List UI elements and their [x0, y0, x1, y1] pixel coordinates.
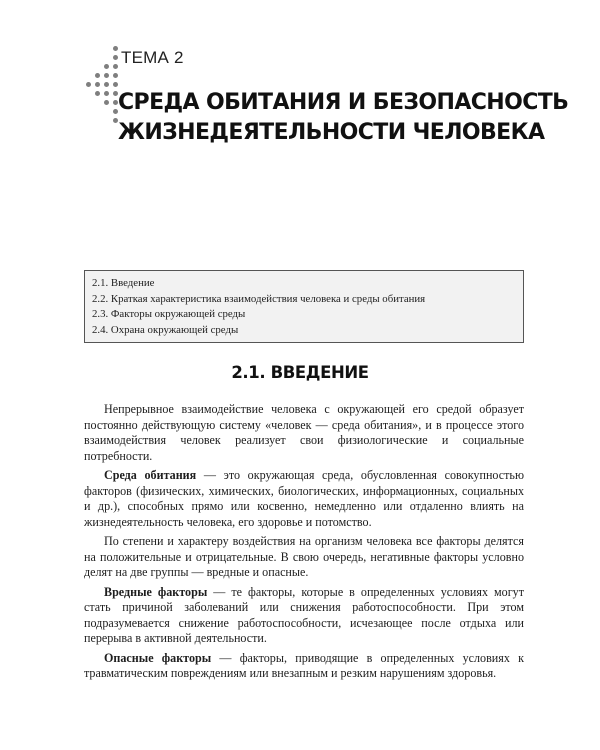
paragraph	[84, 651, 524, 682]
term-bold: Опасные факторы	[104, 650, 212, 665]
topic-label: ТЕМА 2	[121, 48, 184, 67]
decorative-dot	[86, 82, 91, 87]
decorative-dot	[104, 64, 109, 69]
chapter-title-line-1: СРЕДА ОБИТАНИЯ И БЕЗОПАСНОСТЬ	[118, 90, 569, 115]
decorative-dot	[113, 55, 118, 60]
body-text	[84, 402, 524, 682]
paragraph	[84, 468, 524, 530]
decorative-dot	[95, 82, 100, 87]
decorative-dot	[95, 91, 100, 96]
paragraph	[84, 585, 524, 647]
paragraph: По степени и характеру воздействия на организм человека все факторы делятся на положительные и отрицательные. В свою очередь, негативные факторы условно делят на две группы — вредные и опасные.	[84, 534, 524, 579]
decorative-dot	[104, 73, 109, 78]
decorative-dot	[95, 73, 100, 78]
decorative-dot	[113, 64, 118, 69]
decorative-dot	[104, 100, 109, 105]
term-bold: Вредные факторы	[104, 584, 208, 599]
decorative-dot	[113, 73, 118, 78]
paragraph-text: — факторы, приводящие в определенных условиях к травматическим повреждениям или внезапным и резким нарушениям здоровья.	[84, 650, 524, 680]
toc-item: 2.2. Краткая характеристика взаимодействия человека и среды обитания	[92, 292, 426, 305]
paragraph-text: — те факторы, которые в определенных условиях могут стать причиной заболеваний или снижения работоспособности. При этом подразумевается снижение работоспособности, исчезающее после отдыха или перерыва в активной деятельности.	[84, 584, 524, 645]
paragraph: Непрерывное взаимодействие человека с окружающей его средой образует постоянно действующую систему «человек — среда обитания», и в процессе этого взаимодействия человек реализует свои физиологические и социальные потребности.	[84, 402, 524, 463]
chapter-title-line-2: ЖИЗНЕДЕЯТЕЛЬНОСТИ ЧЕЛОВЕКА	[118, 120, 545, 145]
decorative-dot	[113, 82, 118, 87]
decorative-dot	[104, 91, 109, 96]
paragraph-text: — это окружающая среда, обусловленная совокупностью факторов (физических, химических, биологических, информационных, социальных и др.), способных прямо или косвенно, немедленно или отдаленно влиять на жизнедеятельность человека, его здоровье и потомство.	[84, 468, 524, 529]
table-of-contents-box	[84, 270, 524, 343]
toc-item: 2.1. Введение	[92, 277, 155, 289]
toc-item: 2.3. Факторы окружающей среды	[92, 308, 246, 321]
decorative-dot	[113, 46, 118, 51]
toc-item: 2.4. Охрана окружающей среды	[92, 323, 239, 336]
decorative-dot	[104, 82, 109, 87]
term-bold: Среда обитания	[104, 468, 197, 482]
section-heading: 2.1. ВВЕДЕНИЕ	[231, 363, 369, 382]
chapter-title	[118, 88, 568, 148]
